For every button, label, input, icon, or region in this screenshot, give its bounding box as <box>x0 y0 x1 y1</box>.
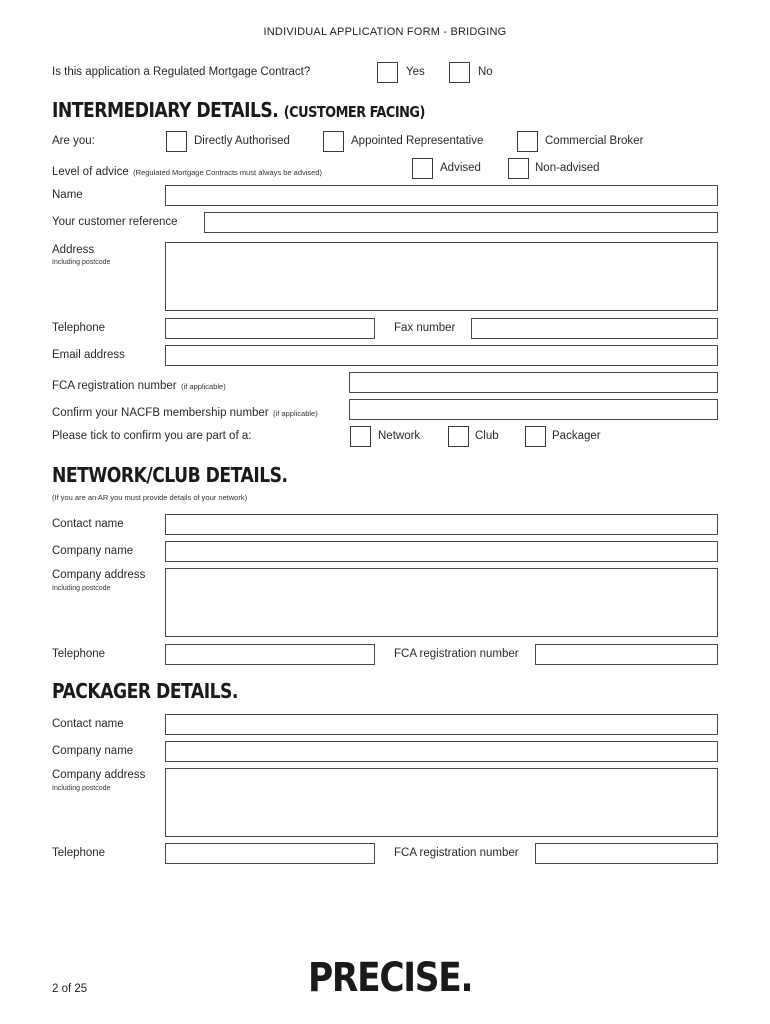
packager-company-address-label: Company address <box>52 769 146 781</box>
packager-label: Packager <box>552 430 601 442</box>
network-company-name-field[interactable] <box>165 541 718 562</box>
packager-checkbox[interactable] <box>525 426 546 447</box>
email-field[interactable] <box>165 345 718 366</box>
fca-field[interactable] <box>349 372 718 393</box>
packager-telephone-label: Telephone <box>52 847 106 859</box>
telephone-field[interactable] <box>165 318 375 339</box>
nacfb-label: Confirm your NACFB membership number (if applicable) <box>52 407 318 419</box>
advised-checkbox[interactable] <box>412 158 433 179</box>
packager-fca-field[interactable] <box>535 843 718 864</box>
form-title: INDIVIDUAL APPLICATION FORM - BRIDGING <box>263 26 507 38</box>
directly-authorised-checkbox[interactable] <box>166 131 187 152</box>
non-advised-label: Non-advised <box>535 162 600 174</box>
advised-label: Advised <box>440 162 481 174</box>
network-label: Network <box>378 430 421 442</box>
network-heading: NETWORK/CLUB DETAILS. <box>52 463 288 487</box>
directly-authorised-label: Directly Authorised <box>194 135 290 147</box>
network-fca-label: FCA registration number <box>394 648 519 660</box>
appointed-representative-checkbox[interactable] <box>323 131 344 152</box>
network-contact-name-label: Contact name <box>52 518 124 530</box>
packager-address-note: Including postcode <box>52 785 111 792</box>
network-note: (If you are an AR you must provide details of your network) <box>52 493 248 502</box>
packager-contact-name-label: Contact name <box>52 718 124 730</box>
commercial-broker-label: Commercial Broker <box>545 135 644 147</box>
brand-logo: PRECISE. <box>308 955 473 1001</box>
regulated-yes-checkbox[interactable] <box>377 62 398 83</box>
club-label: Club <box>475 430 499 442</box>
network-checkbox[interactable] <box>350 426 371 447</box>
name-field[interactable] <box>165 185 718 206</box>
email-label: Email address <box>52 349 125 361</box>
network-fca-field[interactable] <box>535 644 718 665</box>
telephone-label: Telephone <box>52 322 106 334</box>
fax-field[interactable] <box>471 318 718 339</box>
tick-confirm-label: Please tick to confirm you are part of a: <box>52 430 252 442</box>
customer-reference-field[interactable] <box>204 212 718 233</box>
page-number: 2 of 25 <box>52 983 88 995</box>
network-address-note: Including postcode <box>52 585 111 592</box>
packager-company-name-label: Company name <box>52 745 134 757</box>
address-field[interactable] <box>165 242 718 311</box>
customer-reference-label: Your customer reference <box>52 216 178 228</box>
club-checkbox[interactable] <box>448 426 469 447</box>
nacfb-field[interactable] <box>349 399 718 420</box>
network-telephone-label: Telephone <box>52 648 106 660</box>
commercial-broker-checkbox[interactable] <box>517 131 538 152</box>
fca-label: FCA registration number (if applicable) <box>52 380 226 392</box>
packager-telephone-field[interactable] <box>165 843 375 864</box>
fax-label: Fax number <box>394 322 456 334</box>
are-you-label: Are you: <box>52 135 95 147</box>
address-label: Address <box>52 244 95 256</box>
packager-company-address-field[interactable] <box>165 768 718 837</box>
address-note: Including postcode <box>52 259 111 266</box>
packager-company-name-field[interactable] <box>165 741 718 762</box>
regulated-yes-label: Yes <box>406 66 425 78</box>
intermediary-heading: INTERMEDIARY DETAILS. (CUSTOMER FACING) <box>52 98 425 122</box>
appointed-representative-label: Appointed Representative <box>351 135 484 147</box>
level-of-advice: Level of advice (Regulated Mortgage Contracts must always be advised) <box>52 166 323 178</box>
regulated-no-label: No <box>478 66 493 78</box>
regulated-question: Is this application a Regulated Mortgage Contract? <box>52 66 311 78</box>
packager-heading: PACKAGER DETAILS. <box>52 679 238 703</box>
regulated-no-checkbox[interactable] <box>449 62 470 83</box>
packager-fca-label: FCA registration number <box>394 847 519 859</box>
network-company-name-label: Company name <box>52 545 134 557</box>
name-label: Name <box>52 189 83 201</box>
non-advised-checkbox[interactable] <box>508 158 529 179</box>
network-contact-name-field[interactable] <box>165 514 718 535</box>
packager-contact-name-field[interactable] <box>165 714 718 735</box>
network-telephone-field[interactable] <box>165 644 375 665</box>
network-company-address-label: Company address <box>52 569 146 581</box>
network-company-address-field[interactable] <box>165 568 718 637</box>
